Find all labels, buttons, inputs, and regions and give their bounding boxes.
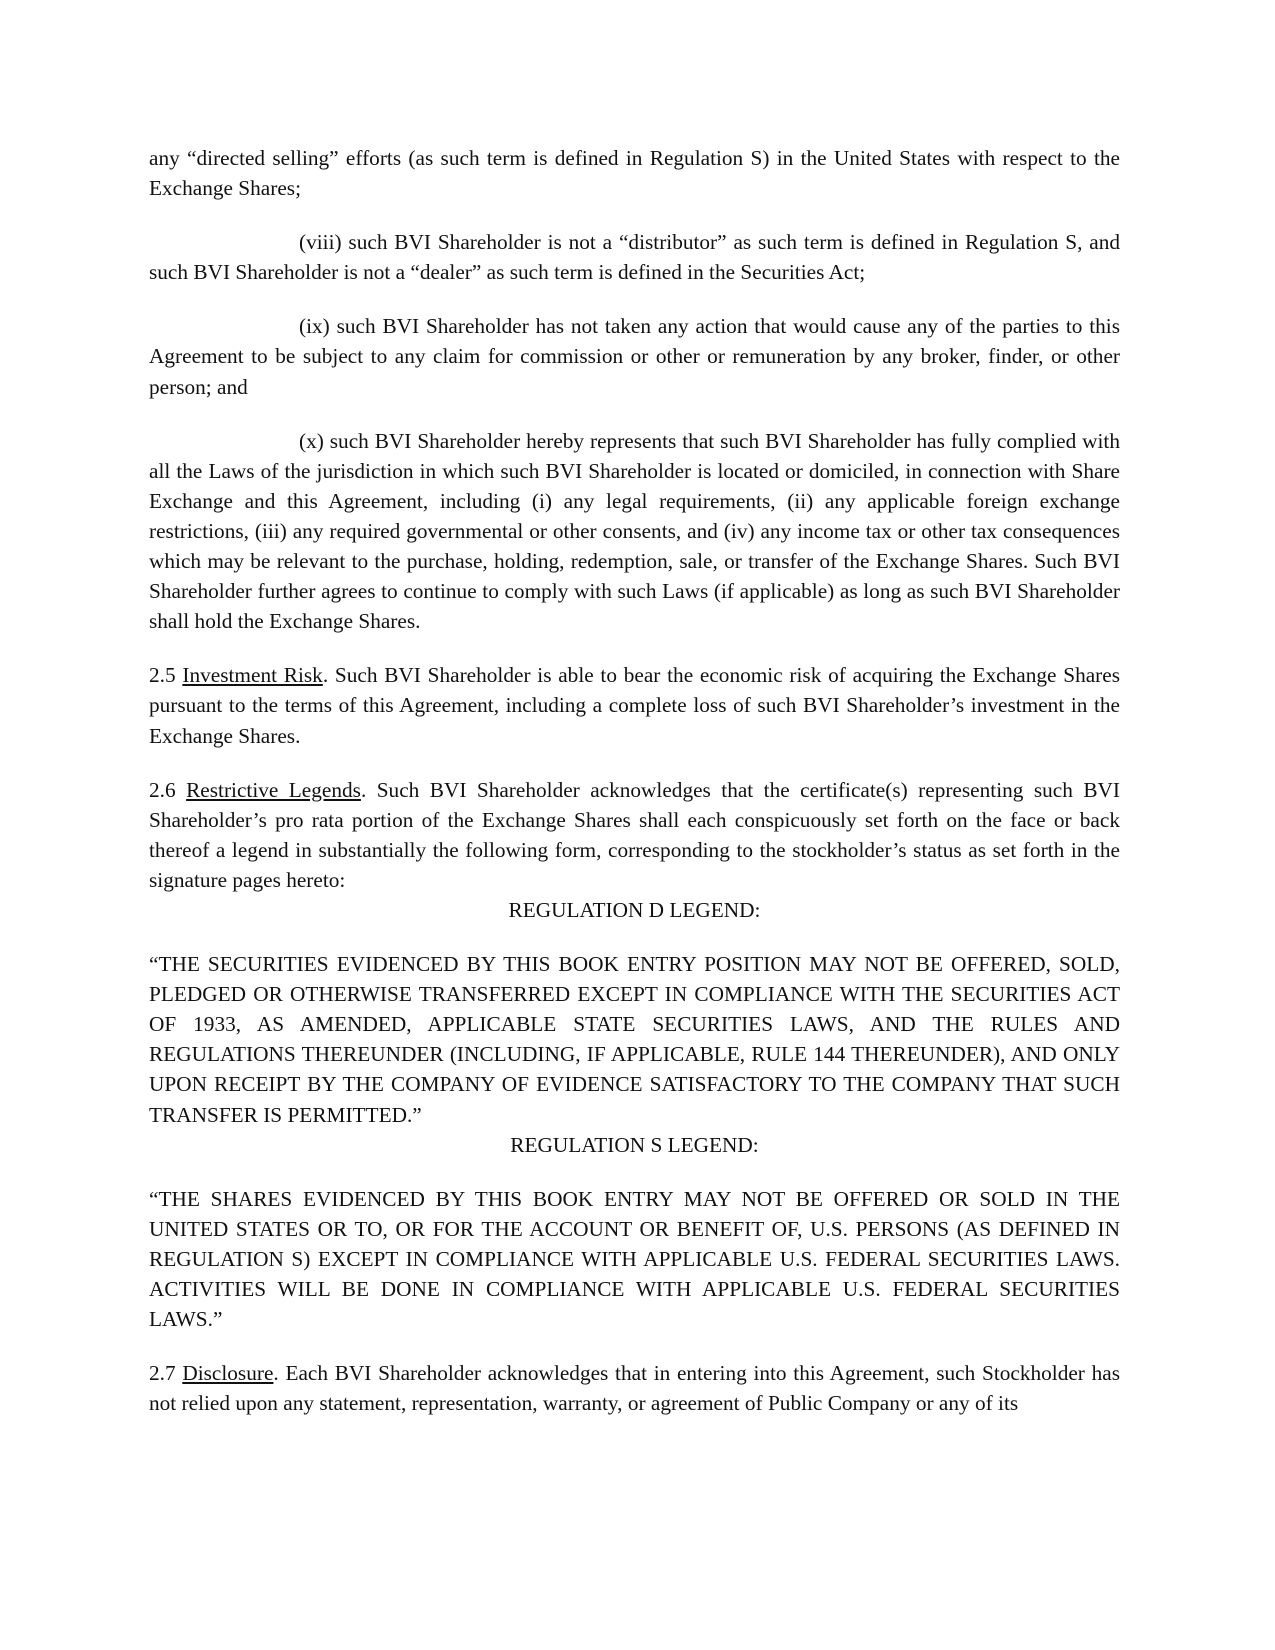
clause-ix: (ix) such BVI Shareholder has not taken any action that would cause any of the parties to this Agreement to be subject to any claim for commission or other or remuneration by any broker, finder, or other person; and — [149, 314, 1120, 399]
regulation-d-legend: “THE SECURITIES EVIDENCED BY THIS BOOK ENTRY POSITION MAY NOT BE OFFERED, SOLD, PLEDGED OR OTHERWISE TRANSFERRED EXCEPT IN COMPLIANCE WITH THE SECURITIES ACT OF 1933, AS AMENDED, APPLICABLE STATE SECURITIES LAWS, AND THE RULES AND REGULATIONS THEREUNDER (INCLUDING, IF APPLICABLE, RULE 144 THEREUNDER), AND ONLY UPON RECEIPT BY THE COMPANY OF EVIDENCE SATISFACTORY TO THE COMPANY THAT SUCH TRANSFER IS PERMITTED.” — [149, 952, 1120, 1127]
regulation-s-legend: “THE SHARES EVIDENCED BY THIS BOOK ENTRY MAY NOT BE OFFERED OR SOLD IN THE UNITED STATES OR TO, OR FOR THE ACCOUNT OR BENEFIT OF, U.S. PERSONS (AS DEFINED IN REGULATION S) EXCEPT IN COMPLIANCE WITH APPLICABLE U.S. FEDERAL SECURITIES LAWS. ACTIVITIES WILL BE DONE IN COMPLIANCE WITH APPLICABLE U.S. FEDERAL SECURITIES LAWS.” — [149, 1186, 1120, 1332]
paragraph-continuation: any “directed selling” efforts (as such term is defined in Regulation S) in the United States with respect to the Exchange Shares; — [149, 146, 1120, 201]
clause-viii: (viii) such BVI Shareholder is not a “distributor” as such term is defined in Regulation S, and such BVI Shareholder is not a “dealer” as such term is defined in the Securities Act; — [149, 230, 1120, 285]
clause-x: (x) such BVI Shareholder hereby represents that such BVI Shareholder has fully complied with all the Laws of the jurisdiction in which such BVI Shareholder is located or domiciled, in connection with Share Exchange and this Agreement, including (i) any legal requirements, (ii) any applicable foreign exchange restrictions, (iii) any required governmental or other consents, and (iv) any income tax or other tax consequences which may be relevant to the purchase, holding, redemption, sale, or transfer of the Exchange Shares. Such BVI Shareholder further agrees to continue to comply with such Laws (if applicable) as long as such BVI Shareholder shall hold the Exchange Shares. — [149, 428, 1120, 634]
regulation-s-heading: REGULATION S LEGEND: — [510, 1132, 759, 1157]
section-2-5-text: . Such BVI Shareholder is able to bear the economic risk of acquiring the Exchange Shares pursuant to the terms of this Agreement, including a complete loss of such BVI Shareholder’s investment in the Exchange Shares. — [149, 663, 1120, 748]
section-2-6 — [149, 775, 1120, 895]
section-2-5 — [149, 660, 1120, 750]
section-2-7 — [149, 1358, 1120, 1418]
regulation-d-heading: REGULATION D LEGEND: — [508, 897, 761, 922]
section-2-5-number: 2.5 — [149, 663, 183, 688]
section-2-5-title: Investment Risk — [182, 663, 323, 688]
document-page — [149, 143, 1120, 1418]
section-2-6-text: . Such BVI Shareholder acknowledges that the certificate(s) representing such BVI Shareholder’s pro rata portion of the Exchange Shares shall each conspicuously set forth on the face or back thereof a legend in substantially the following form, corresponding to the stockholder’s status as set forth in the signature pages hereto: — [149, 777, 1121, 892]
section-2-6-number: 2.6 — [149, 777, 187, 802]
section-2-7-text: . Each BVI Shareholder acknowledges that in entering into this Agreement, such Stockholder has not relied upon any statement, representation, warranty, or agreement of Public Company or any of its — [149, 1361, 1120, 1416]
section-2-6-title: Restrictive Legends — [186, 777, 361, 802]
section-2-7-number: 2.7 — [149, 1361, 183, 1386]
section-2-7-title: Disclosure — [182, 1361, 274, 1386]
